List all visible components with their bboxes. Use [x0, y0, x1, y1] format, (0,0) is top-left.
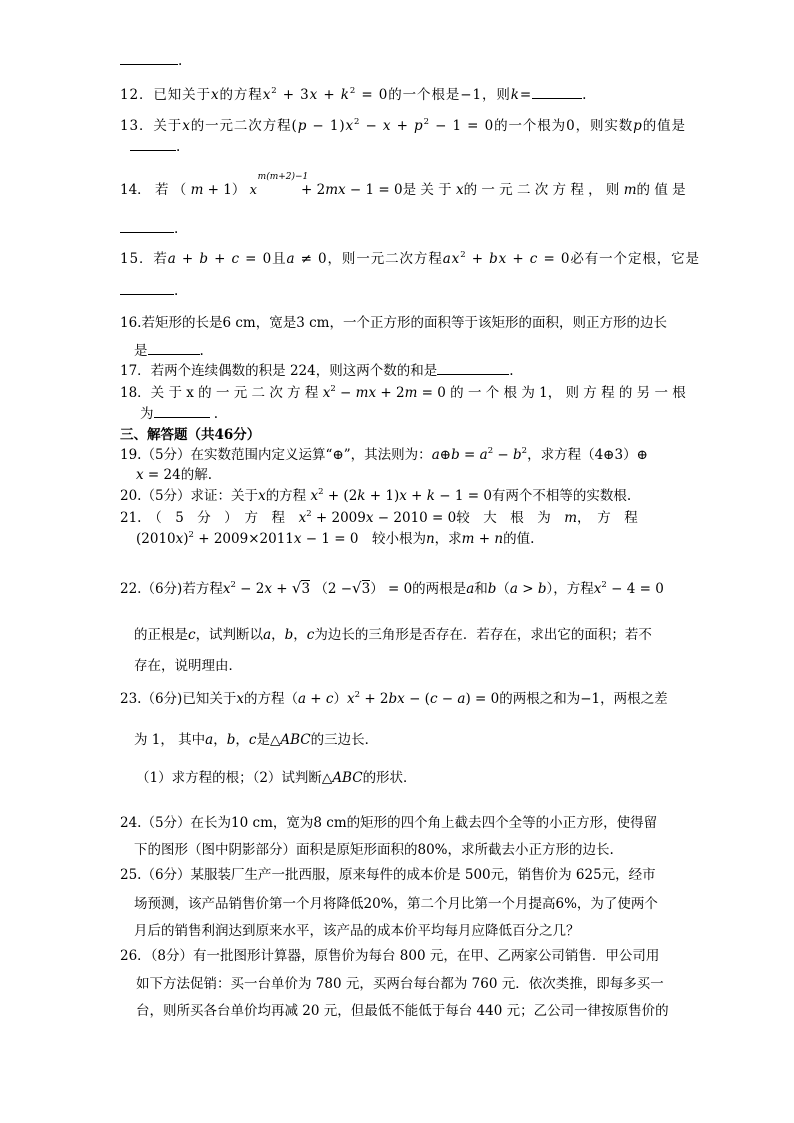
question-18-cont: 为 . — [140, 406, 219, 422]
question-13-cont: . — [130, 138, 180, 156]
question-19: 19.（5分）在实数范围内定义运算“⊕”，其法则为：a⊕b = $a^2 - b^2$，求方程（4⊕3）⊕ — [120, 446, 648, 463]
answer-blank — [120, 282, 174, 295]
section-title: 三、解答题（共46分） — [120, 427, 261, 443]
question-13: 13．关于x的一元二次方程$(p - 1)x^2 - x + p^2 - 1 = 0$的一个根为0，则实数p的值是 — [120, 117, 686, 134]
question-25-cont2: 月后的销售利润达到原来水平，该产品的成本价平均每月应降低百分之几？ — [134, 923, 580, 939]
question-21-cont: $(2010x)^2 + 2009\times 2011x - 1 = 0$ 较小根为n，求m + n的值. — [136, 530, 535, 547]
question-14: 14． 若 （ m + 1） x m(m+2)−1 + 2mx − 1 = 0是 关 于 x的 一 元 二 次 方 程 ， 则 m的 值 是 — [120, 181, 686, 200]
question-26: 26．（8分）有一批图形计算器，原售价为每台 800 元，在甲、乙两家公司销售．甲公司用 — [120, 948, 660, 964]
question-15: 15．若a + b + c = 0且a ≠ 0，则一元二次方程$ax^2$ + bx + c = 0必有一个定根，它是 — [120, 250, 700, 267]
question-22: 22.（6分)若方程$x^2 - 2x + √3$ （2 −√3） = 0的两根是a和b（a > b），方程$x^2 - 4 = 0$ — [120, 579, 664, 597]
question-23-cont: 为 1， 其中a，b，c是△ABC的三边长． — [134, 732, 379, 748]
q11-tail-line: . — [120, 52, 182, 70]
question-18: 18．关 于 x 的 一 元 二 次 方 程 $x^2$ − mx + 2m = 0 的 一 个 根 为 1， 则 方 程 的 另 一 根 — [120, 384, 686, 401]
question-24: 24.（5分）在长为10 cm，宽为8 cm的矩形的四个角上截去四个全等的小正方形，使得留 — [120, 815, 658, 831]
question-23: 23.（6分)已知关于x的方程$(a + c)x^2 + 2bx - (c - a) = 0$的两根之和为−1，两根之差 — [120, 690, 668, 707]
question-23-parts: （1）求方程的根；（2）试判断△ABC的形状． — [136, 770, 417, 786]
question-26-cont2: 台，则所买各台单价均再减 20 元，但最低不能低于每台 440 元；乙公司一律按原售价的 — [136, 1003, 669, 1019]
question-12: 12．已知关于x的方程$x^2 + 3x + k^2 = 0$的一个根是−1，则k= . — [120, 86, 588, 103]
question-17: 17．若两个连续偶数的积是 224，则这两个数的和是 . — [120, 363, 514, 379]
answer-blank — [154, 405, 210, 418]
sqrt3-symbol: √3 — [352, 579, 371, 597]
answer-blank — [120, 220, 174, 233]
question-16: 16.若矩形的长是6 cm，宽是3 cm，一个正方形的面积等于该矩形的面积，则正方形的边长 — [120, 315, 667, 331]
exponent: m(m+2)−1 — [257, 172, 309, 182]
question-14-cont: . — [120, 220, 178, 238]
question-21: 21. （ 5 分 ） 方 程 $x^2 + 2009x - 2010 = 0$较 大 根 为 m， 方 程 — [120, 509, 638, 526]
question-25: 25.（6分）某服装厂生产一批西服，原来每件的成本价是 500元，销售价为 625元，经市 — [120, 867, 656, 883]
question-22-cont2: 存在，说明理由． — [134, 658, 242, 674]
question-26-cont: 如下方法促销：买一台单价为 780 元，买两台每台都为 760 元．依次类推，即每多买一 — [136, 976, 664, 992]
question-22-cont: 的正根是c，试判断以a，b，c为边长的三角形是否存在．若存在，求出它的面积；若不 — [134, 627, 652, 643]
answer-blank — [130, 138, 176, 151]
question-20: 20.（5分）求证：关于x的方程 $x^2 + (2k + 1)x + k - 1 = 0$有两个不相等的实数根. — [120, 487, 632, 504]
question-25-cont: 场预测，该产品销售价第一个月将降低20%，第二个月比第一个月提高6%，为了使两个 — [134, 896, 658, 912]
question-24-cont: 下的图形（图中阴影部分）面积是原矩形面积的80%，求所截去小正方形的边长. — [134, 842, 614, 858]
answer-blank — [120, 52, 178, 65]
question-19-cont: x = 24的解. — [136, 467, 212, 483]
question-15-cont: . — [120, 282, 178, 300]
question-16-cont: 是 . — [134, 343, 204, 359]
answer-blank — [532, 86, 582, 99]
answer-blank — [437, 362, 509, 375]
sqrt3-symbol: √3 — [291, 579, 311, 597]
answer-blank — [148, 342, 200, 355]
